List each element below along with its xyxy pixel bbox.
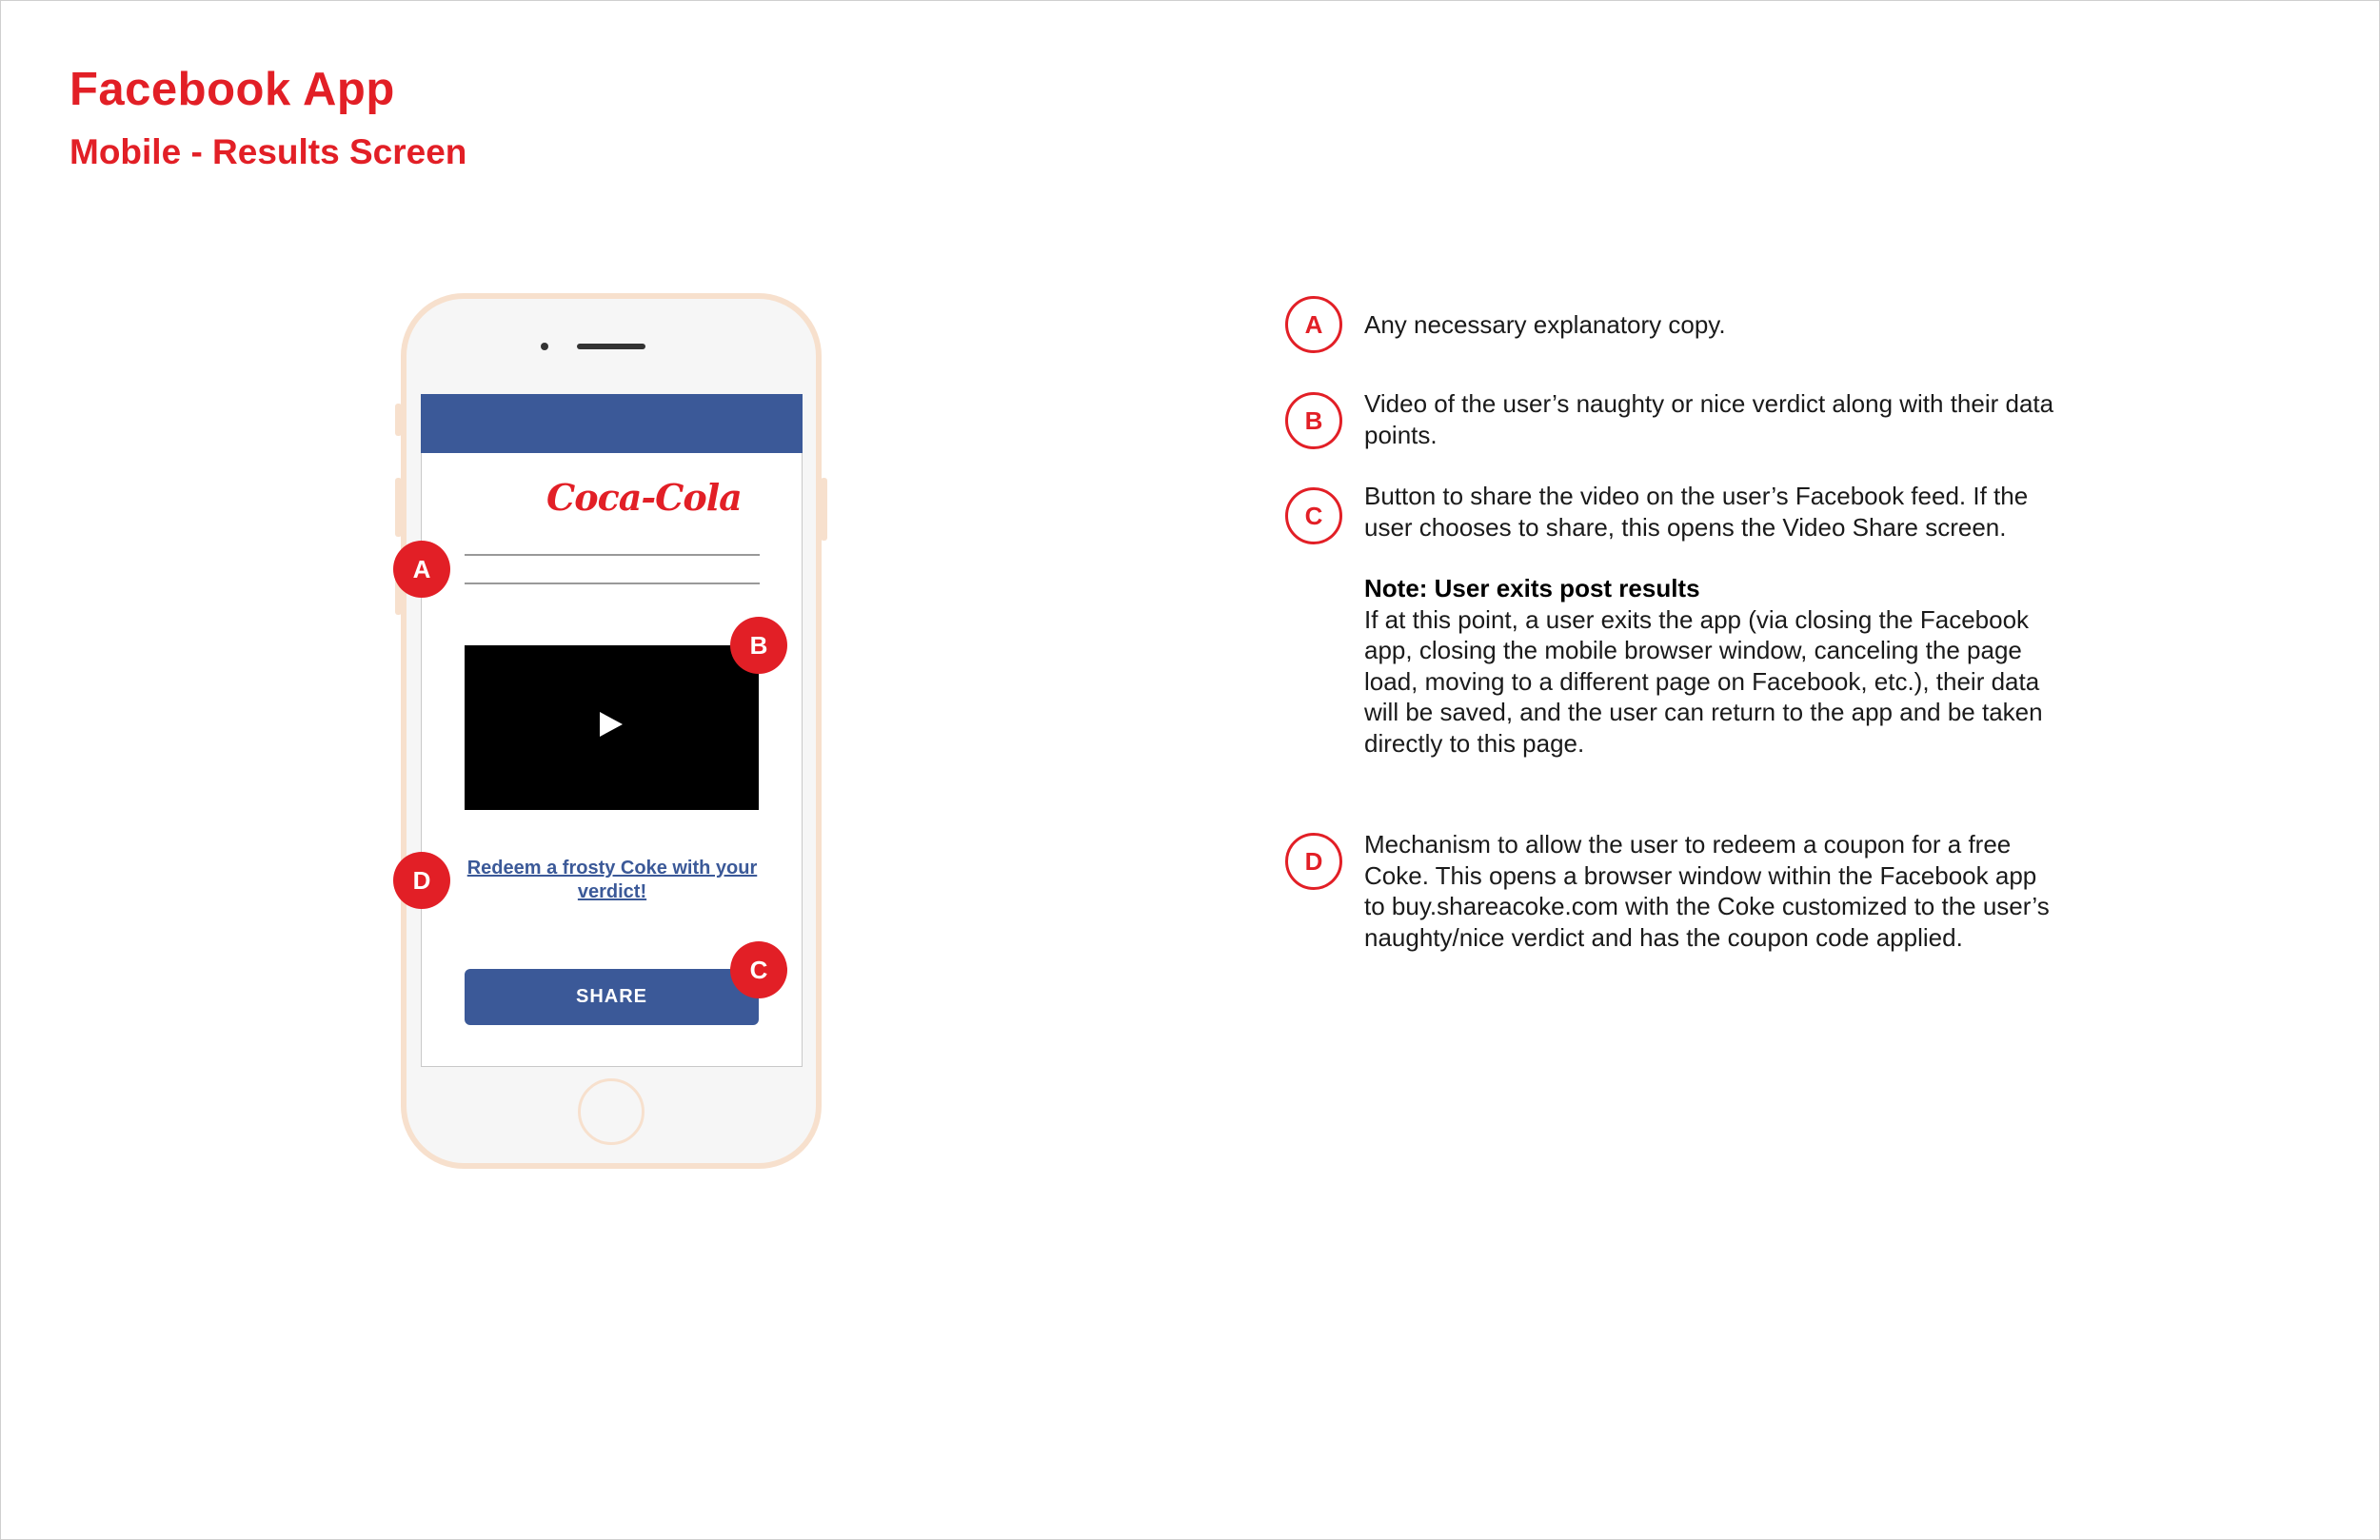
redeem-coupon-link[interactable]: Redeem a frosty Coke with your verdict!: [466, 858, 758, 902]
legend-text-c: [1364, 481, 2069, 759]
share-button-label: SHARE: [575, 986, 647, 1007]
explanatory-copy-line: [465, 554, 760, 556]
legend-marker-c: C: [1285, 487, 1342, 544]
legend-text-a: [1364, 309, 2088, 341]
legend-marker-a: A: [1285, 296, 1342, 353]
note-body: If at this point, a user exits the app (via closing the Facebook app, closing the mobile browser window, canceling the page load, moving to a different page on Facebook, etc.), their data will be saved, and the user can return to the app and be taken directly to this page.: [1364, 604, 2043, 758]
phone-home-button: [578, 1078, 645, 1145]
play-icon[interactable]: [600, 712, 623, 737]
callout-badge-c: C: [730, 941, 787, 998]
legend-marker-d: D: [1285, 833, 1342, 890]
phone-speaker: [577, 344, 645, 349]
page-title: Facebook App: [69, 64, 395, 115]
phone-power-button: [821, 478, 827, 541]
phone-side-button: [395, 404, 402, 436]
callout-badge-b: B: [730, 617, 787, 674]
legend-text-b: [1364, 388, 2059, 450]
explanatory-copy-line: [465, 582, 760, 584]
note-title: Note: User exits post results: [1364, 574, 1700, 602]
legend-d-description: Mechanism to allow the user to redeem a coupon for a free Coke. This opens a browser window within the Facebook app to buy.shareacoke.com with the Coke customized to the user’s naughty/nice verdict and has the coupon code applied.: [1364, 830, 2050, 952]
legend-text-d: [1364, 829, 2059, 953]
phone-volume-up-button: [395, 478, 402, 537]
share-button[interactable]: [465, 969, 759, 1025]
legend-b-description: Video of the user’s naughty or nice verdict along with their data points.: [1364, 389, 2054, 449]
coca-cola-logo: Coca-Cola: [546, 476, 742, 519]
legend-marker-b: B: [1285, 392, 1342, 449]
callout-badge-a: A: [393, 541, 450, 598]
legend-spacer: [1364, 543, 2069, 573]
callout-badge-d: D: [393, 852, 450, 909]
legend-c-description: Button to share the video on the user’s Facebook feed. If the user chooses to share, this opens the Video Share screen.: [1364, 482, 2029, 542]
phone-camera: [541, 343, 548, 350]
facebook-header-bar: [421, 394, 803, 453]
legend-a-description: Any necessary explanatory copy.: [1364, 310, 1726, 339]
page-subtitle: Mobile - Results Screen: [69, 132, 467, 171]
